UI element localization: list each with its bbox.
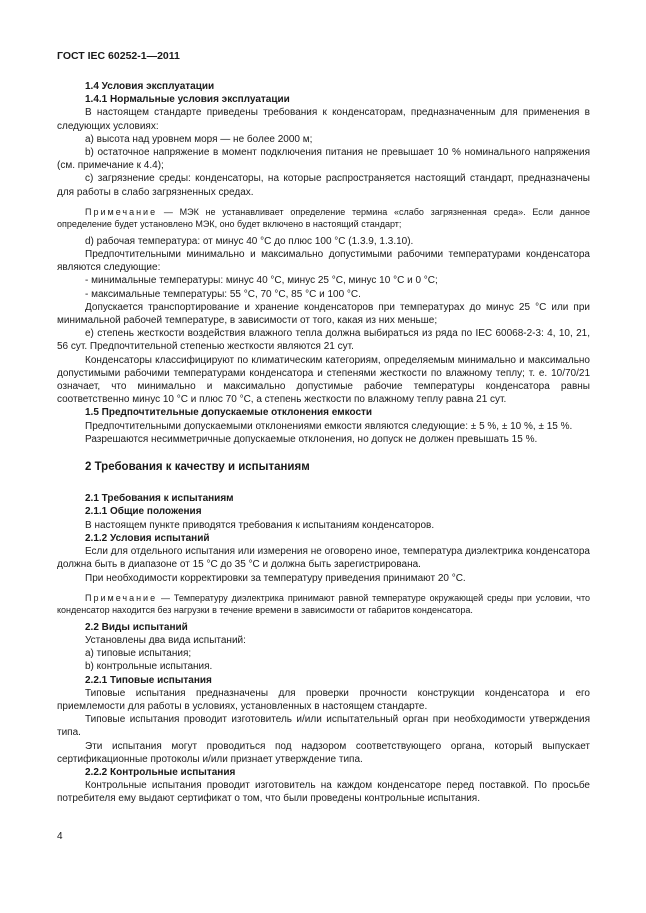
body-paragraph: e) степень жесткости воздействия влажного тепла должна выбираться из ряда по IEC 60068-2-3: 4, 10, 21, 56 сут. Предпочтительной степенью жесткости являются 21 сут. — [57, 328, 590, 353]
body-paragraph: b) остаточное напряжение в момент подключения питания не превышает 10 % номинального напряжения (см. примечание к 4.4); — [57, 147, 590, 172]
body-paragraph: В настоящем стандарте приведены требования к конденсаторам, предназначенным для применения в следующих условиях: — [57, 107, 590, 132]
body-paragraph: a) типовые испытания; — [85, 648, 192, 660]
body-paragraph: Предпочтительными допускаемыми отклонениями емкости являются следующие: ± 5 %, ± 10 %, ± 15 %. — [85, 420, 573, 432]
body-paragraph: c) загрязнение среды: конденсаторы, на которые распространяется настоящий стандарт, предназначены для работы в слабо загрязненных средах. — [57, 173, 590, 198]
subsection-heading: 2.1 Требования к испытаниям — [85, 493, 234, 505]
body-paragraph: Эти испытания могут проводиться под надзором соответствующего органа, который выпускает сертификационные протоколы и/или признает утверждение типа. — [57, 740, 590, 765]
running-header: ГОСТ IEC 60252-1—2011 — [57, 50, 180, 62]
body-paragraph: Типовые испытания предназначены для проверки прочности конструкции конденсатора и его приемлемости для работы в условиях, установленных в настоящем стандарте. — [57, 687, 590, 712]
subsection-heading: 1.4 Условия эксплуатации — [85, 81, 215, 92]
section-heading: 2 Требования к качеству и испытаниям — [85, 461, 310, 474]
body-paragraph: Конденсаторы классифицируют по климатическим категориям, определяемым минимально и максимально допустимыми рабочими температурами конденсатора и степенями жесткости по влажному теплу; т. е. 10/70/21 означает, что минимально и максимально допустимые рабочие температуры конденсатора равны соответственно минус 10 °С и плюс 70 °С, а степень жесткости по влажному теплу равна 21 сут. — [57, 354, 590, 406]
subsection-heading: 2.2.1 Типовые испытания — [85, 674, 212, 686]
body-paragraph: - максимальные температуры: 55 °С, 70 °С, 85 °С и 100 °С. — [85, 288, 361, 300]
body-paragraph: Типовые испытания проводит изготовитель и/или испытательный орган при необходимости утверждения типа. — [57, 714, 590, 739]
body-paragraph: b) контрольные испытания. — [85, 661, 213, 673]
body-paragraph: Если для отдельного испытания или измерения не оговорено иное, температура диэлектрика конденсатора должна быть в диапазоне от 15 °С до 35 °С и должна быть зарегистрирована. — [57, 546, 590, 571]
subsection-heading: 2.1.2 Условия испытаний — [85, 532, 210, 544]
note-text: — Температуру диэлектрика принимают равной температуре окружающей среды при условии, что конденсатор находится без нагрузки в течение времени в зависимости от габаритов конденсатора. — [57, 592, 590, 615]
body-paragraph: Допускается транспортирование и хранение конденсаторов при температурах до минус 25 °С или при минимальной рабочей температуре, в зависимости от того, какая из них меньше; — [57, 301, 590, 327]
note-label: Примечание — [85, 206, 158, 217]
subsection-heading: 1.4.1 Нормальные условия эксплуатации — [85, 94, 290, 106]
subsection-heading: 2.2.2 Контрольные испытания — [85, 766, 236, 778]
note-paragraph — [57, 206, 590, 230]
page-number: 4 — [57, 831, 63, 842]
body-paragraph: - минимальные температуры: минус 40 °С, минус 25 °С, минус 10 °С и 0 °С; — [85, 275, 438, 287]
body-paragraph: Разрешаются несимметричные допускаемые отклонения, но допуск не должен превышать 15 %. — [85, 433, 538, 445]
note-text: — МЭК не устанавливает определение термина «слабо загрязненная среда». Если данное определение будет установлено МЭК, оно будет включено в настоящий стандарт; — [57, 206, 590, 229]
body-paragraph: Предпочтительными минимально и максимально допустимыми рабочими температурами конденсатора являются следующие: — [57, 249, 590, 274]
body-paragraph: a) высота над уровнем моря — не более 2000 м; — [85, 133, 313, 145]
body-paragraph: В настоящем пункте приводятся требования к испытаниям конденсаторов. — [85, 519, 435, 531]
note-label: Примечание — [85, 592, 158, 603]
subsection-heading: 2.2 Виды испытаний — [85, 621, 188, 633]
subsection-heading: 1.5 Предпочтительные допускаемые отклонения емкости — [85, 407, 373, 419]
body-paragraph: Установлены два вида испытаний: — [85, 634, 246, 646]
subsection-heading: 2.1.1 Общие положения — [85, 506, 202, 518]
note-paragraph — [57, 592, 590, 616]
body-paragraph: d) рабочая температура: от минус 40 °С до плюс 100 °С (1.3.9, 1.3.10). — [85, 235, 414, 247]
body-paragraph: При необходимости корректировки за температуру приведения принимают 20 °С. — [85, 572, 466, 584]
body-paragraph: Контрольные испытания проводит изготовитель на каждом конденсаторе перед поставкой. По просьбе потребителя ему выдают сертификат о том, что были проведены контрольные испытания. — [57, 780, 590, 805]
page-content — [57, 80, 590, 806]
